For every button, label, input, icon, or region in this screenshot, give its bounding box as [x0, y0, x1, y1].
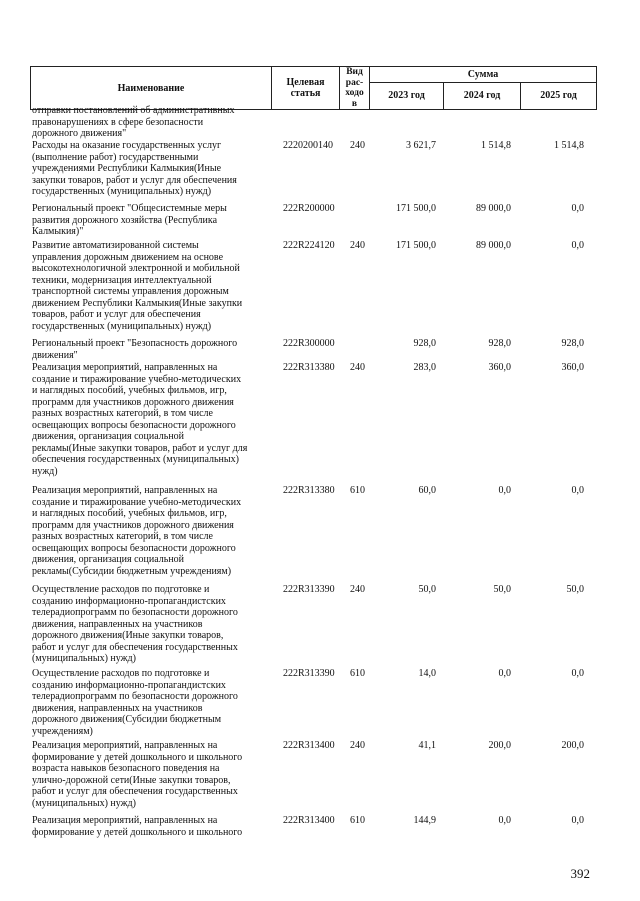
row-name: Реализация мероприятий, направленных на формирование у детей дошкольного и школьного возраста навыков безопасного поведения на улично-дорожной сети(Иные закупки товаров, работ и услуг для обеспечения государственных (муниципальных) нужд): [32, 740, 243, 809]
row-value-2023: 50,0: [418, 584, 436, 595]
row-value-2025: 0,0: [571, 485, 584, 496]
row-value-2025: 360,0: [561, 362, 584, 373]
row-name: Осуществление расходов по подготовке и созданию информационно-пропагандистских телерадиопрограмм по безопасности дорожного движения, направленных на участников дорожного движения(Иные закупки товаров, работ и услуг для обеспечения государственных (муниципальных) нужд): [32, 584, 238, 664]
row-kind: 610: [350, 668, 365, 679]
row-value-2023: 60,0: [418, 485, 436, 496]
row-value-2023: 41,1: [418, 740, 436, 751]
row-value-2024: 928,0: [488, 338, 511, 349]
row-value-2025: 200,0: [561, 740, 584, 751]
row-value-2023: 283,0: [413, 362, 436, 373]
row-name: Осуществление расходов по подготовке и созданию информационно-пропагандистских телерадиопрограмм по безопасности дорожного движения, направленных на участников дорожного движения(Субсидии бюджетным учреждениям): [32, 668, 238, 737]
row-value-2025: 0,0: [571, 203, 584, 214]
row-code: 222R313390: [283, 668, 335, 679]
header-expense-kind-text: Вид рас-ходов: [345, 67, 364, 109]
row-code: 222R300000: [283, 338, 335, 349]
row-value-2023: 3 621,7: [406, 140, 436, 151]
row-kind: 240: [350, 240, 365, 251]
header-year-2024: 2024 год: [444, 82, 521, 109]
row-kind: 240: [350, 362, 365, 373]
header-target-article: [272, 67, 340, 110]
row-kind: 240: [350, 740, 365, 751]
row-value-2024: 200,0: [488, 740, 511, 751]
row-kind: 240: [350, 584, 365, 595]
row-value-2024: 50,0: [493, 584, 511, 595]
row-name: Региональный проект "Общесистемные меры развития дорожного хозяйства (Республика Калмыкия)": [32, 203, 227, 237]
table-header: [30, 66, 597, 110]
row-kind: 610: [350, 815, 365, 826]
row-value-2023: 171 500,0: [396, 240, 436, 251]
row-value-2023: 14,0: [418, 668, 436, 679]
header-year-2025: 2025 год: [521, 82, 597, 109]
row-code: 222R313380: [283, 362, 335, 373]
header-year-2023: 2023 год: [370, 82, 444, 109]
row-value-2025: 50,0: [566, 584, 584, 595]
row-code: 222R313390: [283, 584, 335, 595]
row-code: 222R313380: [283, 485, 335, 496]
row-name: Реализация мероприятий, направленных на создание и тиражирование учебно-методических и наглядных пособий, учебных фильмов, игр, программ для участников дорожного движения разных возрастных категорий, в том числе освещающих вопросы безопасности дорожного движения, организация социальной рекламы(Иные закупки товаров, работ и услуг для обеспечения государственных (муниципальных) нужд): [32, 362, 248, 477]
row-kind: 610: [350, 485, 365, 496]
row-value-2025: 0,0: [571, 668, 584, 679]
header-name: Наименование: [31, 67, 272, 110]
row-value-2024: 0,0: [498, 815, 511, 826]
row-code: 222R200000: [283, 203, 335, 214]
row-value-2024: 0,0: [498, 668, 511, 679]
row-value-2024: 89 000,0: [476, 203, 511, 214]
header-target-article-text: Целевая статья: [286, 77, 325, 99]
row-name: Развитие автоматизированной системы управления дорожным движением на основе высокотехнологичной электронной и мобильной техники, модернизация интеллектуальной транспортной системы управления дорожным движением Республики Калмыкия(Иные закупки товаров, работ и услуг для обеспечения государственных (муниципальных) нужд): [32, 240, 243, 332]
row-value-2024: 89 000,0: [476, 240, 511, 251]
row-value-2023: 928,0: [413, 338, 436, 349]
row-code: 222R313400: [283, 815, 335, 826]
row-name: Региональный проект "Безопасность дорожного движения": [32, 338, 238, 361]
row-name: отправки постановлений об административных правонарушениях в сфере безопасности дорожного движения": [32, 105, 235, 139]
row-value-2024: 360,0: [488, 362, 511, 373]
page-number: 392: [570, 866, 590, 881]
row-kind: 240: [350, 140, 365, 151]
row-value-2025: 0,0: [571, 815, 584, 826]
header-expense-kind: [340, 67, 370, 110]
row-value-2024: 1 514,8: [481, 140, 511, 151]
row-name: Реализация мероприятий, направленных на создание и тиражирование учебно-методических и наглядных пособий, учебных фильмов, игр, программ для участников дорожного движения разных возрастных категорий, в том числе освещающих вопросы безопасности дорожного движения, организация социальной рекламы(Субсидии бюджетным учреждениям): [32, 485, 242, 577]
row-name: Реализация мероприятий, направленных на формирование у детей дошкольного и школьного: [32, 815, 243, 838]
header-sum: Сумма: [370, 67, 597, 83]
row-name: Расходы на оказание государственных услуг (выполнение работ) государственными учреждениями Республики Калмыкия(Иные закупки товаров, работ и услуг для обеспечения государственных (муниципальных) нужд): [32, 140, 237, 197]
row-value-2025: 0,0: [571, 240, 584, 251]
row-code: 222R224120: [283, 240, 335, 251]
row-value-2025: 1 514,8: [554, 140, 584, 151]
row-value-2023: 144,9: [413, 815, 436, 826]
row-code: 222R313400: [283, 740, 335, 751]
row-value-2025: 928,0: [561, 338, 584, 349]
row-value-2024: 0,0: [498, 485, 511, 496]
row-code: 2220200140: [283, 140, 333, 151]
row-value-2023: 171 500,0: [396, 203, 436, 214]
